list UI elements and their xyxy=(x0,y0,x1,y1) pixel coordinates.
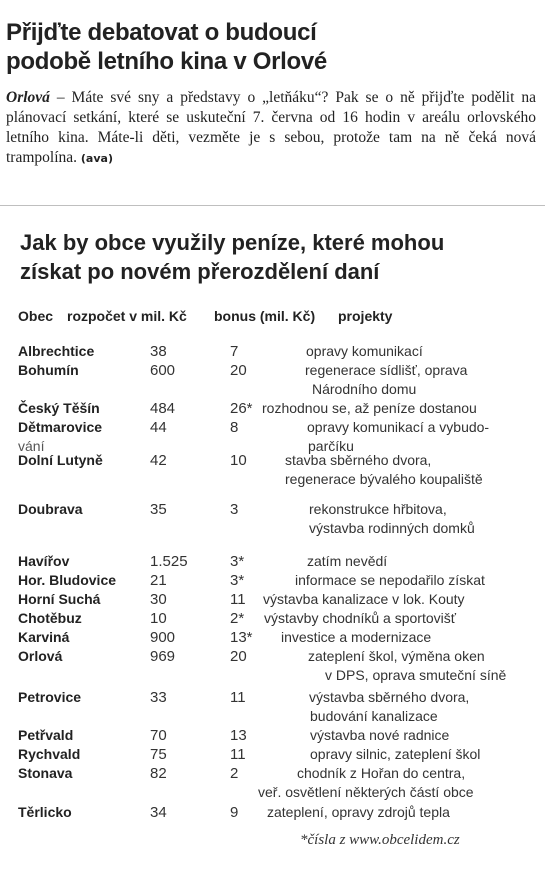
cell-bonus: 8 xyxy=(230,419,239,436)
cell-rozpocet: 1.525 xyxy=(150,553,188,570)
cell-rozpocet: 600 xyxy=(150,362,176,379)
cell-projekty: opravy silnic, zateplení škol xyxy=(310,746,481,762)
article-headline xyxy=(6,18,536,76)
cell-bonus: 13 xyxy=(230,727,247,744)
table-title-line-1: Jak by obce využily peníze, které mohou xyxy=(20,230,445,255)
table-title xyxy=(20,228,537,286)
cell-projekty: výstavba rodinných domků xyxy=(309,520,475,536)
article-text: – Máte své sny a představy o „letňáku“? Pak se o ně přijďte podělit na plánovací setkání, které se uskuteční 7. června od 16 hodin v areálu orlovského letního kina. Máte-li děti, vezměte je s sebou, protože tam na ně čeká nová trampolína. xyxy=(6,89,536,166)
cell-bonus: 13* xyxy=(230,629,253,646)
cell-rozpocet: 82 xyxy=(150,765,167,782)
cell-obec: Doubrava xyxy=(18,501,83,517)
cell-bonus: 2* xyxy=(230,610,245,627)
article-body xyxy=(6,88,536,169)
cell-projekty: výstavba kanalizace v lok. Kouty xyxy=(263,591,465,607)
cell-projekty: výstavba sběrného dvora, xyxy=(309,689,470,705)
cell-obec: Dolní Lutyně xyxy=(18,452,103,468)
header-obec: Obec xyxy=(18,308,54,324)
cell-projekty: parčíku xyxy=(308,438,354,454)
cell-rozpocet: 42 xyxy=(150,452,167,469)
cell-bonus: 20 xyxy=(230,648,247,665)
table-title-line-2: získat po novém přerozdělení daní xyxy=(20,259,380,284)
cell-rozpocet: 75 xyxy=(150,746,167,763)
cell-bonus: 11 xyxy=(230,591,246,608)
cell-obec: Petřvald xyxy=(18,727,74,743)
cell-bonus: 3* xyxy=(230,553,245,570)
cell-obec-continuation: vání xyxy=(18,438,45,454)
cell-obec: Petrovice xyxy=(18,689,82,705)
cell-projekty: regenerace sídlišť, oprava xyxy=(305,362,468,378)
cell-projekty: zateplení, opravy zdrojů tepla xyxy=(267,804,450,820)
header-projekty: projekty xyxy=(338,308,393,324)
header-rozpocet: rozpočet v mil. Kč xyxy=(67,308,187,324)
cell-obec: Albrechtice xyxy=(18,343,95,359)
cell-projekty: zateplení škol, výměna oken xyxy=(308,648,485,664)
cell-obec: Hor. Bludovice xyxy=(18,572,117,588)
cell-bonus: 10 xyxy=(230,452,247,469)
cell-rozpocet: 70 xyxy=(150,727,167,744)
cell-projekty: rekonstrukce hřbitova, xyxy=(309,501,447,517)
cell-bonus: 3* xyxy=(230,572,245,589)
table-header xyxy=(12,308,537,330)
cell-bonus: 9 xyxy=(230,804,239,821)
cell-obec: Dětmarovice xyxy=(18,419,103,435)
cell-obec: Havířov xyxy=(18,553,70,569)
cell-rozpocet: 900 xyxy=(150,629,176,646)
section-divider xyxy=(0,205,545,206)
tax-table xyxy=(12,228,537,821)
cell-obec: Těrlicko xyxy=(18,804,72,820)
table-source: *čísla z www.obcelidem.cz xyxy=(300,832,460,848)
cell-obec: Karviná xyxy=(18,629,70,645)
cell-projekty: opravy komunikací xyxy=(306,343,423,359)
cell-projekty: Národního domu xyxy=(312,381,417,397)
cell-bonus: 3 xyxy=(230,501,239,518)
cell-obec: Rychvald xyxy=(18,746,81,762)
cell-bonus: 11 xyxy=(230,689,246,706)
cell-projekty: informace se nepodařilo získat xyxy=(295,572,485,588)
cell-rozpocet: 34 xyxy=(150,804,167,821)
cell-bonus: 20 xyxy=(230,362,247,379)
cell-bonus: 11 xyxy=(230,746,246,763)
cell-rozpocet: 38 xyxy=(150,343,167,360)
cell-projekty: opravy komunikací a vybudo- xyxy=(307,419,490,435)
cell-projekty: regenerace bývalého koupaliště xyxy=(285,471,483,487)
cell-obec: Chotěbuz xyxy=(18,610,82,626)
cell-obec: Český Těšín xyxy=(18,400,100,416)
header-bonus: bonus (mil. Kč) xyxy=(214,308,316,324)
cell-projekty: chodník z Hořan do centra, xyxy=(297,765,466,781)
headline-line-1: Přijďte debatovat o budoucí xyxy=(6,19,317,46)
article xyxy=(6,18,536,169)
cell-projekty: zatím nevědí xyxy=(307,553,388,569)
cell-projekty: investice a modernizace xyxy=(281,629,432,645)
cell-obec: Stonava xyxy=(18,765,73,781)
cell-projekty: budování kanalizace xyxy=(310,708,438,724)
cell-projekty: stavba sběrného dvora, xyxy=(285,452,432,468)
cell-rozpocet: 21 xyxy=(150,572,167,589)
cell-projekty: v DPS, oprava smuteční síně xyxy=(325,667,507,683)
cell-projekty: veř. osvětlení některých částí obce xyxy=(258,784,474,800)
article-place: Orlová xyxy=(6,89,50,106)
cell-obec: Orlová xyxy=(18,648,63,664)
cell-obec: Bohumín xyxy=(18,362,79,378)
cell-projekty: výstavba nové radnice xyxy=(310,727,450,743)
cell-rozpocet: 35 xyxy=(150,501,167,518)
cell-rozpocet: 44 xyxy=(150,419,167,436)
cell-obec: Horní Suchá xyxy=(18,591,101,607)
cell-bonus: 7 xyxy=(230,343,239,360)
cell-rozpocet: 10 xyxy=(150,610,167,627)
cell-bonus: 2 xyxy=(230,765,239,782)
headline-line-2: podobě letního kina v Orlové xyxy=(6,48,327,75)
cell-rozpocet: 484 xyxy=(150,400,176,417)
cell-projekty: rozhodnou se, až peníze dostanou xyxy=(262,400,477,416)
cell-rozpocet: 30 xyxy=(150,591,167,608)
author-tag: (ava) xyxy=(80,152,113,165)
cell-rozpocet: 33 xyxy=(150,689,167,706)
cell-projekty: výstavby chodníků a sportovišť xyxy=(264,610,457,626)
cell-rozpocet: 969 xyxy=(150,648,176,665)
cell-bonus: 26* xyxy=(230,400,253,417)
